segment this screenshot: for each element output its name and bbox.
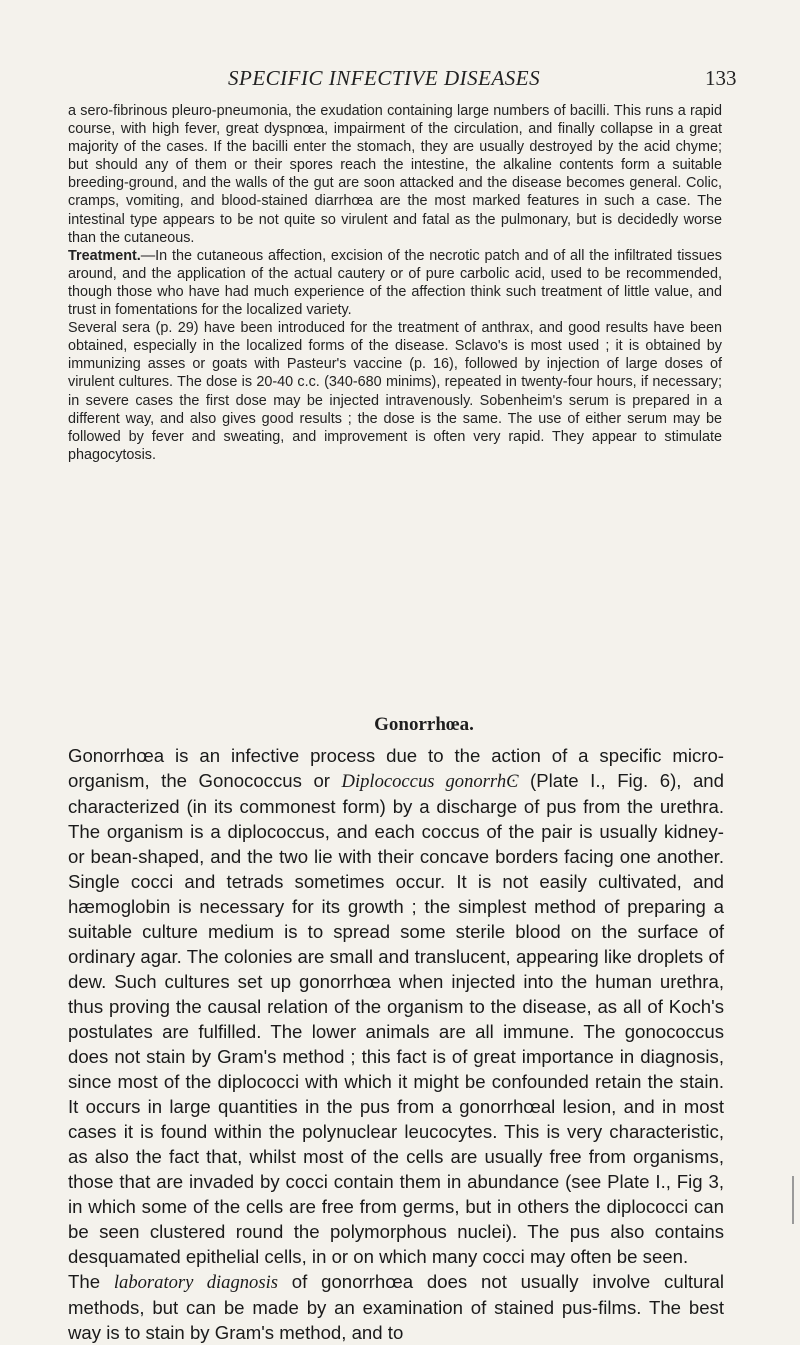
section-heading-gonorrhoea: Gonorrhœa. [374, 714, 474, 735]
gonorrhoea-paragraph-2 [68, 1269, 724, 1345]
gonorrhoea-p2-rest: of gonorrhœa does not usually involve cultural methods, but can be made by an examination of stained pus-films. The best way is to stain by Gram's method, and to [68, 1271, 724, 1343]
page-edge-mark [792, 1176, 794, 1224]
gonorrhoea-p1-part-b: (Plate I., Fig. 6), and characterized (in its commonest form) by a discharge of pus from the urethra. The organism is a diplococcus, and each coccus of the pair is usually kidney- or bean-shaped, and the two lie with their concave borders facing one another. Single cocci and tetrads sometimes occur. It is not easily cultivated, and hæmoglobin is necessary for its growth ; the simplest method of preparing a suitable culture medium is to spread some sterile blood on the surface of ordinary agar. The colonies are small and translucent, appearing like droplets of dew. Such cultures set up gonorrhœa when injected into the human urethra, thus proving the causal relation of the organism to the disease, as all of Koch's postulates are fulfilled. The lower animals are all immune. The gonococcus does not stain by Gram's method ; this fact is of great importance in diagnosis, since most of the diplococci with which it might be confounded retain the stain. It occurs in large quantities in the pus from a gonorrhœal lesion, and in most cases it is found within the polynuclear leucocytes. This is very characteristic, as also the fact that, whilst most of the cells are usually free from organisms, those that are invaded by cocci contain them in abundance (see Plate I., Fig 3, in which some of the cells are free from germs, but in others the diplococci can be seen clustered round the polymorphous nuclei). The pus also contains desquamated epithelial cells, in or on which many cocci may often be seen. [68, 770, 724, 1267]
gonorrhoea-text-block [68, 743, 724, 1345]
anthrax-text-block [68, 102, 722, 464]
anthrax-continued-paragraph: a sero-fibrinous pleuro-pneumonia, the exudation containing large numbers of bacilli. This runs a rapid course, with high fever, great dyspnœa, impairment of the circulation, and finally collapse in a great majority of the cases. If the bacilli enter the stomach, they are usually destroyed by the acid chyme; but should any of them or their spores reach the intestine, the alkaline contents form a suitable breeding-ground, and the walls of the gut are soon attacked and the disease becomes general. Colic, cramps, vomiting, and blood-stained diarrhœa are the most marked features in such a case. The intestinal type appears to be not quite so virulent and fatal as the pulmonary, but is decidedly worse than the cutaneous. [68, 103, 722, 246]
treatment-body: —In the cutaneous affection, excision of the necrotic patch and of all the infiltrated tissues around, and the application of the actual cautery or of pure carbolic acid, used to be recommended, though those who have had much experience of the affection think such treatment of little value, and trust in fomentations for the localized variety. [68, 247, 722, 319]
running-head [0, 66, 800, 96]
treatment-paragraph [68, 247, 722, 319]
gonorrhoea-paragraph-1 [68, 743, 724, 1269]
laboratory-diagnosis-term: laboratory diagnosis [113, 1272, 278, 1293]
sera-paragraph: Several sera (p. 29) have been introduced for the treatment of anthrax, and good results have been obtained, especially in the localized forms of the disease. Sclavo's is most used ; it is obtained by immunizing asses or goats with Pasteur's vaccine (p. 16), followed by injection of large doses of virulent cultures. The dose is 20-40 c.c. (340-680 minims), repeated in twenty-four hours, if necessary; in severe cases the first dose may be injected intravenously. Sobenheim's serum is prepared in a different way, and also gives good results ; the dose is the same. The use of either serum may be followed by fever and sweating, and improvement is often very rapid. They appear to stimulate phagocytosis. [68, 320, 722, 463]
gonorrhoea-p2-lead: The [68, 1271, 114, 1292]
running-title: SPECIFIC INFECTIVE DISEASES [228, 66, 541, 90]
treatment-lead: Treatment. [68, 247, 141, 264]
gonorrhoea-p1-part-a: Gonorrhœa is an infective process due to the action of a specific micro-organism, the Gonococcus or [68, 745, 724, 791]
species-name: Diplococcus gonorrhϾ [341, 771, 519, 792]
page-number: 133 [705, 66, 737, 90]
